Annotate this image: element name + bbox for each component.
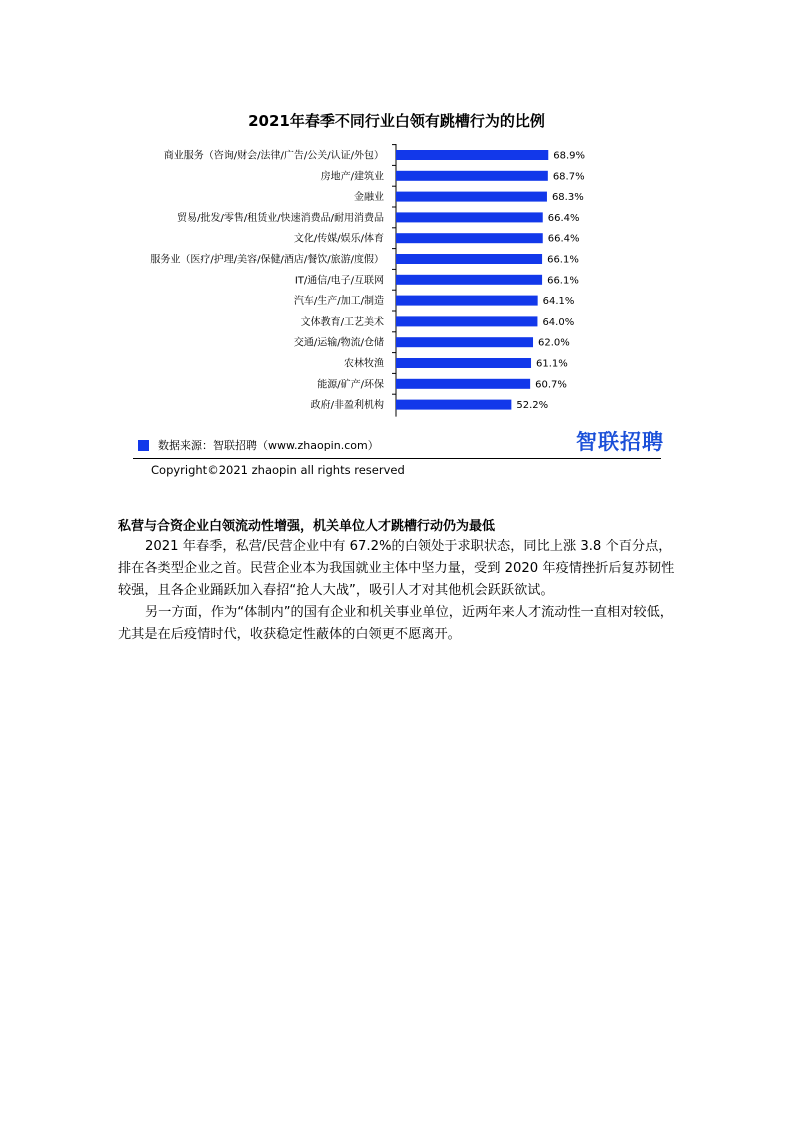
bar-value-label: 66.1%: [547, 254, 579, 266]
bar: [396, 254, 542, 264]
chart-title: 2021年春季不同行业白领有跳槽行为的比例: [248, 112, 545, 130]
bar: [396, 337, 533, 347]
bar-value-label: 66.4%: [547, 212, 580, 224]
category-tick-label: 农林牧渔: [344, 358, 384, 370]
bar-value-label: 62.0%: [538, 337, 570, 349]
bar-value-label: 60.7%: [535, 379, 567, 391]
category-tick-label: 房地产/建筑业: [320, 171, 384, 183]
chart-divider: [133, 458, 661, 459]
category-tick-label: 服务业（医疗/护理/美容/保健/酒店/餐饮/旅游/度假）: [150, 254, 384, 266]
bar: [396, 379, 530, 389]
bar-value-label: 68.3%: [551, 192, 584, 204]
copyright-text: Copyright©2021 zhaopin all rights reserved: [151, 463, 405, 477]
bar: [396, 192, 547, 202]
category-tick-label: 文体教育/工艺美术: [300, 316, 384, 328]
category-tick-label: 能源/矿产/环保: [317, 379, 384, 391]
bar-value-label: 64.1%: [542, 296, 575, 308]
category-tick-label: 贸易/批发/零售/租赁业/快速消费品/耐用消费品: [177, 212, 384, 224]
bar-value-label: 52.2%: [516, 400, 549, 412]
category-tick-label: 商业服务（咨询/财会/法律/广告/公关/认证/外包）: [163, 150, 384, 162]
category-tick-label: IT/通信/电子/互联网: [294, 275, 384, 287]
bar-value-label: 66.1%: [547, 275, 579, 287]
bar-value-label: 61.1%: [536, 358, 568, 370]
category-tick-label: 交通/运输/物流/仓储: [293, 337, 384, 349]
category-tick-label: 政府/非盈利机构: [310, 400, 384, 412]
bar: [396, 296, 538, 306]
bar-value-label: 68.9%: [553, 150, 586, 162]
legend-source-text: 数据来源：智联招聘（www.zhaopin.com）: [158, 439, 379, 452]
bar: [396, 358, 531, 368]
bar: [396, 275, 542, 285]
chart-legend: [138, 437, 379, 453]
bar-value-label: 66.4%: [547, 233, 580, 245]
category-tick-label: 汽车/生产/加工/制造: [293, 296, 384, 308]
bar: [396, 150, 548, 160]
bar-value-label: 64.0%: [542, 316, 575, 328]
bar: [396, 212, 543, 222]
bar: [396, 400, 511, 410]
section-heading: 私营与合资企业白领流动性增强，机关单位人才跳槽行动仍为最低: [118, 519, 496, 534]
article-paragraph: 2021 年春季，私营/民营企业中有 67.2%的白领处于求职状态，同比上涨 3.8 个百分点，排在各类型企业之首。民营企业本为我国就业主体中坚力量，受到 2020 年疫情挫折后复苏韧性较强，且各企业踊跃加入春招“抢人大战”，吸引人才对其他机会跃跃欲试。: [118, 539, 675, 598]
category-tick-label: 金融业: [354, 192, 384, 204]
bar: [396, 171, 548, 181]
legend-swatch: [138, 440, 149, 451]
zhaopin-logo: 智联招聘: [576, 430, 664, 454]
bar: [396, 316, 537, 326]
article-paragraph: 另一方面，作为“体制内”的国有企业和机关事业单位，近两年来人才流动性一直相对较低，尤其是在后疫情时代，收获稳定性蔽体的白领更不愿离开。: [118, 605, 673, 642]
bar: [396, 233, 543, 243]
category-tick-label: 文化/传媒/娱乐/体育: [293, 233, 384, 245]
bar-chart: [0, 140, 793, 430]
bar-value-label: 68.7%: [552, 171, 585, 183]
